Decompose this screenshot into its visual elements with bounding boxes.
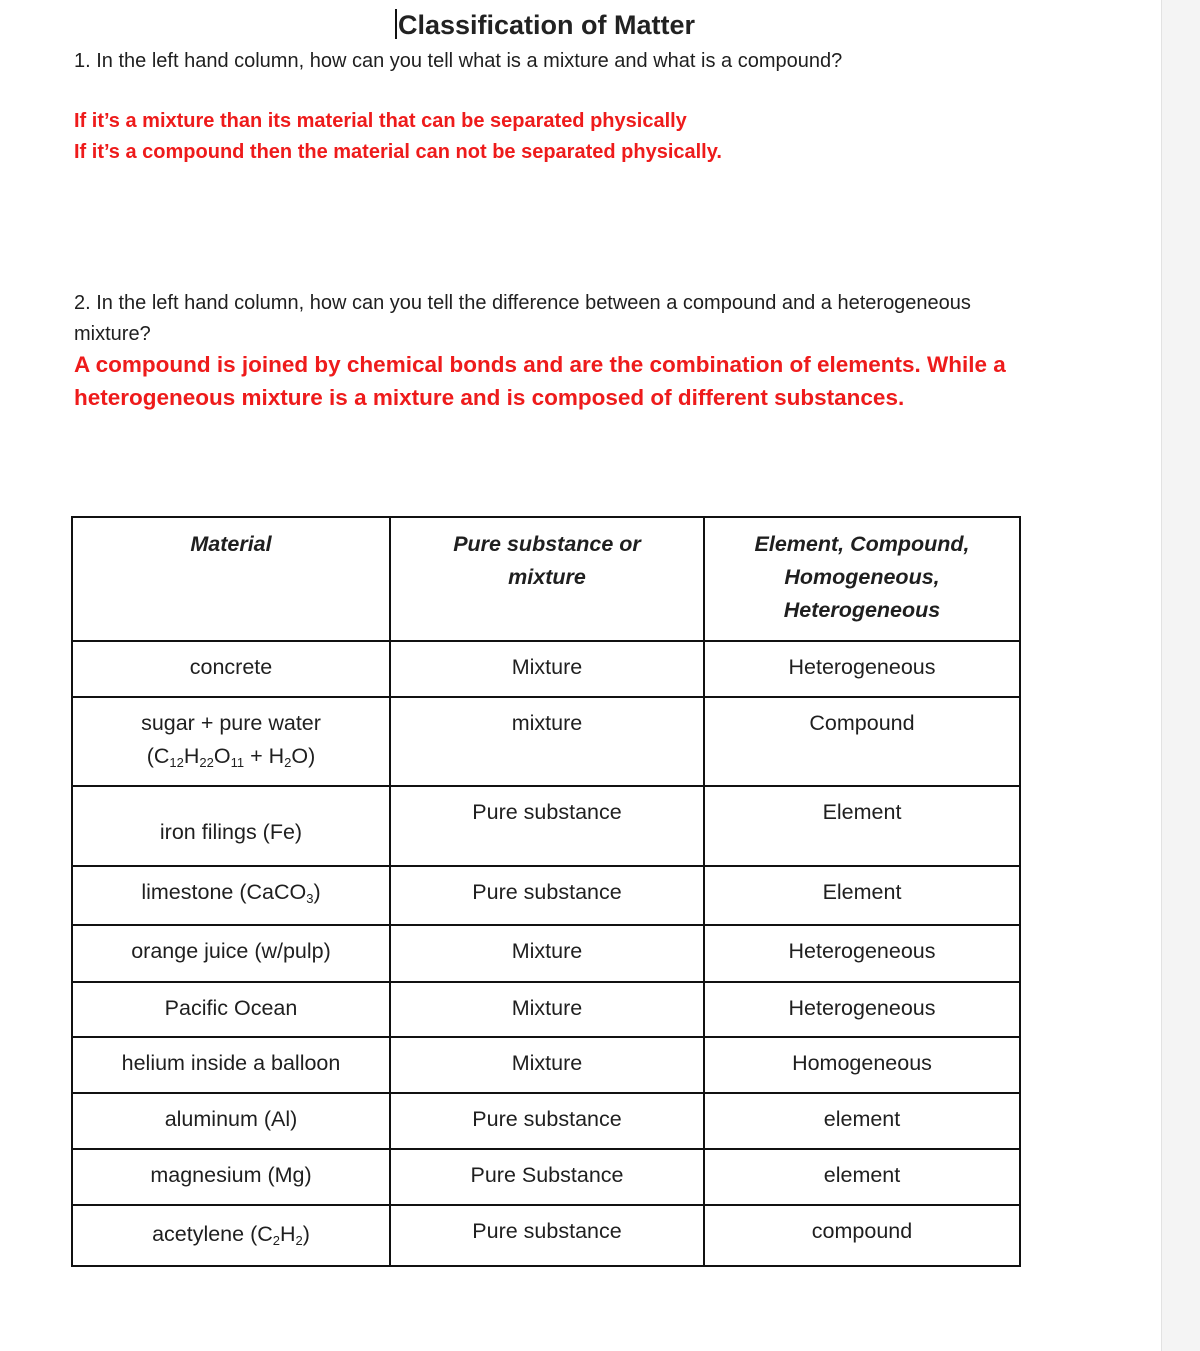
table-row [72, 1037, 1020, 1093]
header-classification: Element, Compound, Homogeneous, Heterogeneous [704, 517, 1020, 641]
classification-cell: compound [704, 1205, 1020, 1266]
answer-2: A compound is joined by chemical bonds and are the combination of elements. While a heterogeneous mixture is a mixture and is composed of different substances. [74, 352, 1006, 410]
classification-cell: Homogeneous [704, 1037, 1020, 1093]
pure-or-mixture-cell: Mixture [390, 1037, 704, 1093]
table-row [72, 982, 1020, 1037]
pure-or-mixture-cell: Mixture [390, 982, 704, 1037]
material-cell: Pacific Ocean [72, 982, 390, 1037]
material-name: sugar + pure water [141, 711, 321, 735]
pure-or-mixture-cell: Mixture [390, 641, 704, 697]
material-cell [72, 697, 390, 786]
classification-cell: Heterogeneous [704, 641, 1020, 697]
table-row [72, 866, 1020, 925]
table-row [72, 697, 1020, 786]
document-title: Classification of Matter [0, 9, 1090, 41]
pure-or-mixture-cell: Pure substance [390, 786, 704, 866]
pure-or-mixture-cell: Pure substance [390, 1093, 704, 1149]
classification-cell: Heterogeneous [704, 925, 1020, 982]
pure-or-mixture-cell: Pure Substance [390, 1149, 704, 1205]
table-header-row [72, 517, 1020, 641]
material-cell: acetylene $(C_2H_2)$ [72, 1205, 390, 1266]
material-cell: aluminum (Al) [72, 1093, 390, 1149]
classification-cell: element [704, 1149, 1020, 1205]
classification-cell: Heterogeneous [704, 982, 1020, 1037]
classification-cell: Element [704, 786, 1020, 866]
answer-1 [74, 106, 722, 168]
table-row [72, 925, 1020, 982]
question-2: 2. In the left hand column, how can you tell the difference between a compound and a heterogeneous mixture? [74, 292, 971, 345]
pure-or-mixture-cell: Mixture [390, 925, 704, 982]
header-material: Material [72, 517, 390, 641]
scrollbar[interactable] [1161, 0, 1200, 1351]
table-row [72, 786, 1020, 866]
header-pure-or-mixture: Pure substance or mixture [390, 517, 704, 641]
answer-1-line-2: If it’s a compound then the material can not be separated physically. [74, 141, 722, 163]
question-1: 1. In the left hand column, how can you tell what is a mixture and what is a compound? [74, 50, 843, 72]
pure-or-mixture-cell: mixture [390, 697, 704, 786]
table-row [72, 1149, 1020, 1205]
text-cursor [395, 9, 397, 39]
material-cell: magnesium (Mg) [72, 1149, 390, 1205]
table-row [72, 641, 1020, 697]
material-cell: orange juice (w/pulp) [72, 925, 390, 982]
pure-or-mixture-cell: Pure substance [390, 1205, 704, 1266]
material-cell: concrete [72, 641, 390, 697]
table-row [72, 1205, 1020, 1266]
material-formula: $(C_{12}H_{22}O_{11} + H_2O)$ [146, 744, 316, 770]
material-cell: helium inside a balloon [72, 1037, 390, 1093]
pure-or-mixture-cell: Pure substance [390, 866, 704, 925]
table-row [72, 1093, 1020, 1149]
answer-1-line-1: If it’s a mixture than its material that can be separated physically [74, 110, 687, 132]
classification-cell: element [704, 1093, 1020, 1149]
material-cell: limestone (CaCO$_3$) [72, 866, 390, 925]
material-cell: iron filings (Fe) [72, 786, 390, 866]
classification-cell: Element [704, 866, 1020, 925]
classification-cell: Compound [704, 697, 1020, 786]
classification-table [71, 516, 1021, 1267]
